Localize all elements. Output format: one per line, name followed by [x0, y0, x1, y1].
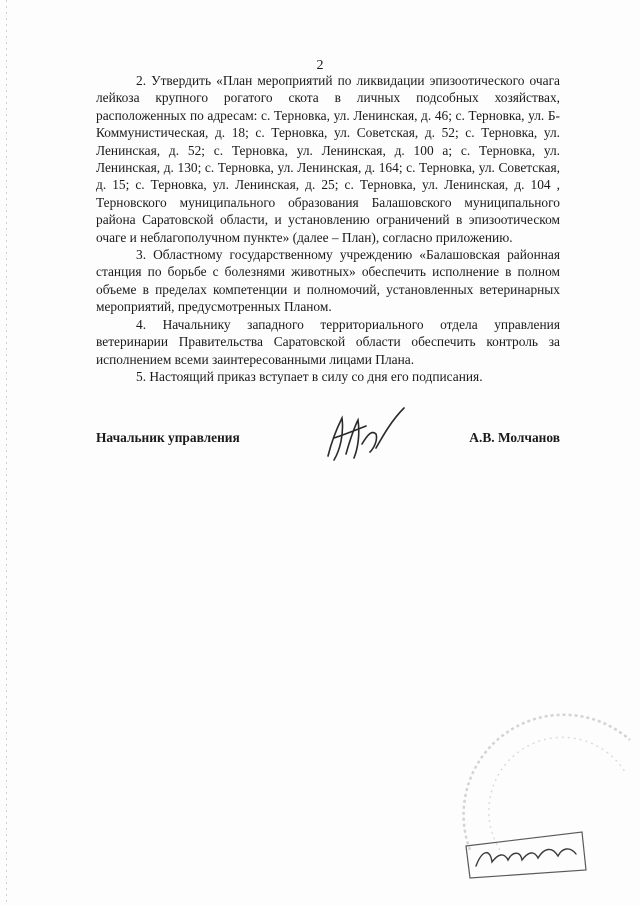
signatory-title: Начальник управления [96, 430, 240, 445]
paragraph-3: 3. Областному государственному учреждению «Балашовская районная станция по борьбе с болезнями животных» обеспечить исполнение в полном объеме в пределах компетенции и полномочий, установленных ветеринарных мероприятий, предусмотренных Планом. [96, 247, 560, 315]
handwritten-signature [322, 404, 408, 468]
document-body [96, 72, 560, 385]
paragraph-5: 5. Настоящий приказ вступает в силу со дня его подписания. [136, 368, 483, 384]
signatory-name: А.В. Молчанов [469, 430, 560, 445]
registration-mark-icon [462, 826, 590, 880]
paragraph-4: 4. Начальнику западного территориального отдела управления ветеринарии Правительства Саратовской области обеспечить контроль за исполнением всеми заинтересованными лицами Плана. [96, 316, 560, 367]
page-number: 2 [316, 58, 324, 73]
scan-edge-line [6, 0, 7, 905]
registration-stamp [462, 826, 590, 880]
paragraph-2: 2. Утвердить «План мероприятий по ликвидации эпизоотического очага лейкоза крупного рогатого скота в личных подсобных хозяйствах, расположенных по адресам: с. Терновка, ул. Ленинская, д. 46; с. Терновка, ул. Б-Коммунистическая, д. 18; с. Терновка, ул. Советская, д. 52; с. Терновка, ул. Ленинская, д. 52; с. Терновка, ул. Ленинская, д. 100 а; с. Терновка, ул. Ленинская, д. 130; с. Терновка, ул. Ленинская, д. 164; с. Терновка, ул. Советская, д. 15; с. Терновка, ул. Ленинская, д. 25; с. Терновка, ул. Ленинская, д. 104 , Терновского муниципального образования Балашовского муниципального района Саратовской области, и установлению ограничений в эпизоотическом очаге и неблагополучном пункте» (далее – План), согласно приложению. [96, 73, 560, 245]
